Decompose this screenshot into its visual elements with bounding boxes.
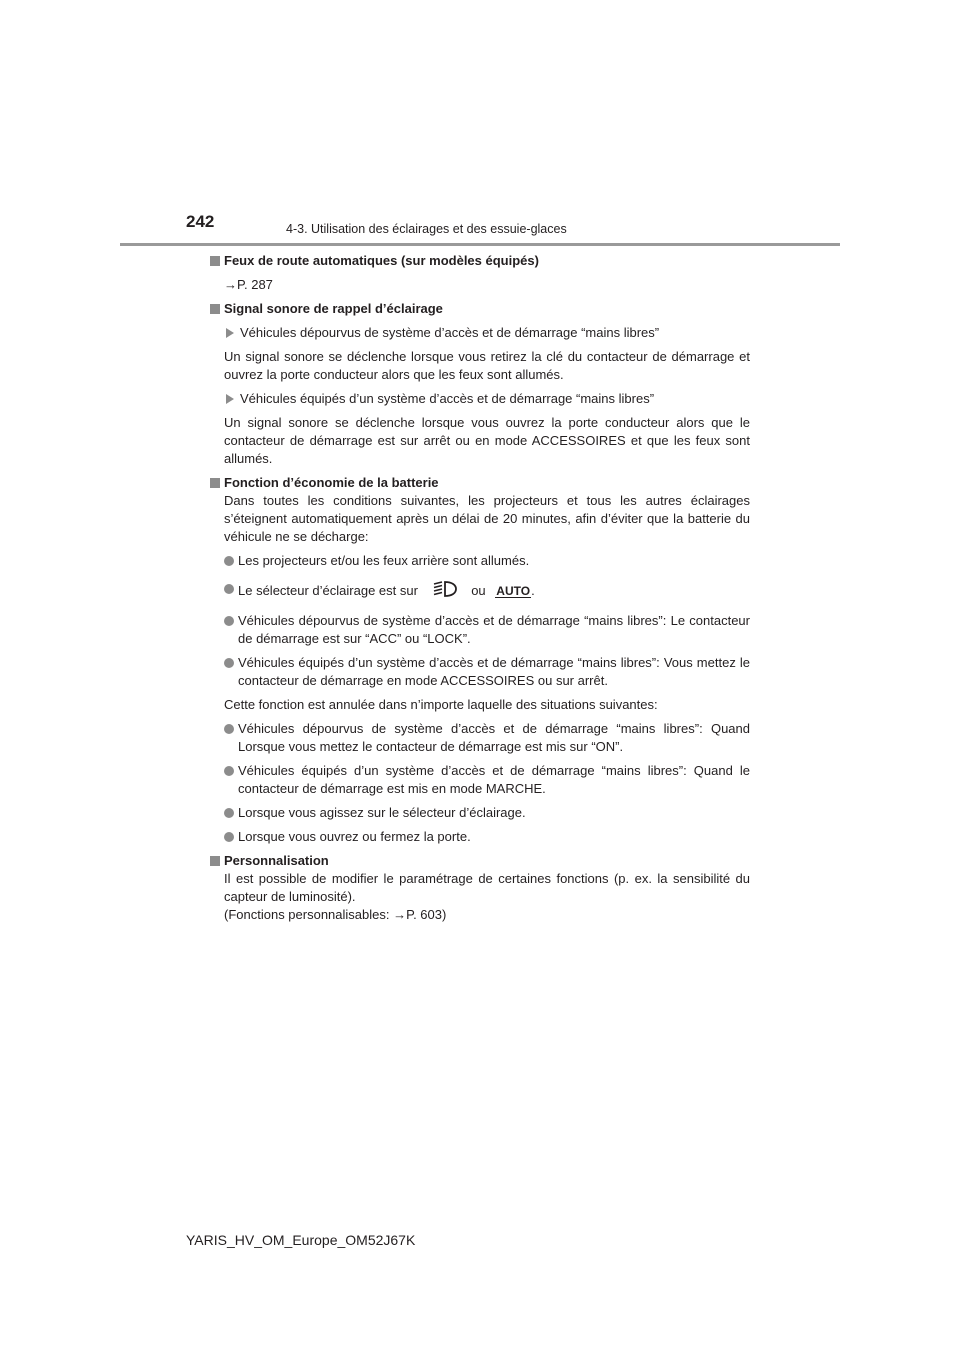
list-item: Véhicules équipés d’un système d’accès et de démarrage “mains libres”: Quand le contacteur de démarrage est mis en mode MARCHE. [210, 762, 750, 798]
paragraph: Il est possible de modifier le paramétrage de certaines fonctions (p. ex. la sensibilité du capteur de luminosité). [224, 871, 750, 904]
auto-icon: AUTO [496, 584, 531, 598]
list-item: Lorsque vous ouvrez ou fermez la porte. [210, 828, 750, 846]
bullet-icon [224, 808, 234, 818]
bullet-icon [224, 616, 234, 626]
footer-doc-id: YARIS_HV_OM_Europe_OM52J67K [186, 1232, 416, 1248]
triangle-marker-icon [226, 394, 234, 404]
list-item: Véhicules dépourvus de système d’accès et de démarrage “mains libres”: Quand Lorsque vous mettez le contacteur de démarrage est mis sur “ON”. [210, 720, 750, 756]
square-marker-icon [210, 856, 220, 866]
square-marker-icon [210, 256, 220, 266]
list-item: Véhicules équipés d’un système d’accès et de démarrage “mains libres”: Vous mettez le contacteur de démarrage en mode ACCESSOIRES ou sur arrêt. [210, 654, 750, 690]
paragraph: Cette fonction est annulée dans n’importe laquelle des situations suivantes: [224, 697, 658, 712]
header-rule [120, 243, 840, 246]
list-item: Véhicules dépourvus de système d’accès et de démarrage “mains libres”: Le contacteur de démarrage est sur “ACC” ou “LOCK”. [210, 612, 750, 648]
section-heading-reminder: Signal sonore de rappel d’éclairage [210, 300, 750, 318]
section-title: 4-3. Utilisation des éclairages et des essuie-glaces [286, 222, 567, 236]
page-content [210, 252, 750, 924]
bullet-icon [224, 584, 234, 594]
page-number: 242 [186, 212, 215, 231]
list-item: Le sélecteur d’éclairage est sur ou AUTO. [210, 580, 750, 603]
bullet-icon [224, 658, 234, 668]
section-heading-auto-high-beam: Feux de route automatiques (sur modèles équipés) [210, 252, 750, 270]
paragraph: Dans toutes les conditions suivantes, les projecteurs et tous les autres éclairages s’éteignent automatiquement après un délai de 20 minutes, afin d’éviter que la batterie du véhicule ne se décharge: [224, 493, 750, 544]
section-heading-customization: Personnalisation [210, 852, 750, 870]
headlight-icon [432, 580, 458, 603]
bullet-icon [224, 832, 234, 842]
paragraph: Un signal sonore se déclenche lorsque vous retirez la clé du contacteur de démarrage et ouvrez la porte conducteur alors que les feux sont allumés. [224, 349, 750, 382]
square-marker-icon [210, 478, 220, 488]
paragraph: Un signal sonore se déclenche lorsque vous ouvrez la porte conducteur alors que le contacteur de démarrage est sur arrêt ou en mode ACCESSOIRES et que les feux sont allumés. [224, 415, 750, 466]
bullet-icon [224, 766, 234, 776]
list-item: Lorsque vous agissez sur le sélecteur d’éclairage. [210, 804, 750, 822]
list-item: Les projecteurs et/ou les feux arrière sont allumés. [210, 552, 750, 570]
subitem-label: Véhicules équipés d’un système d’accès et de démarrage “mains libres” [210, 390, 750, 408]
cross-reference[interactable]: →P. 287 [224, 277, 273, 292]
bullet-icon [224, 556, 234, 566]
square-marker-icon [210, 304, 220, 314]
triangle-marker-icon [226, 328, 234, 338]
subitem-label: Véhicules dépourvus de système d’accès et de démarrage “mains libres” [210, 324, 750, 342]
section-heading-battery-saver: Fonction d’économie de la batterie [210, 474, 750, 492]
bullet-icon [224, 724, 234, 734]
cross-reference[interactable]: (Fonctions personnalisables: →P. 603) [224, 907, 447, 922]
